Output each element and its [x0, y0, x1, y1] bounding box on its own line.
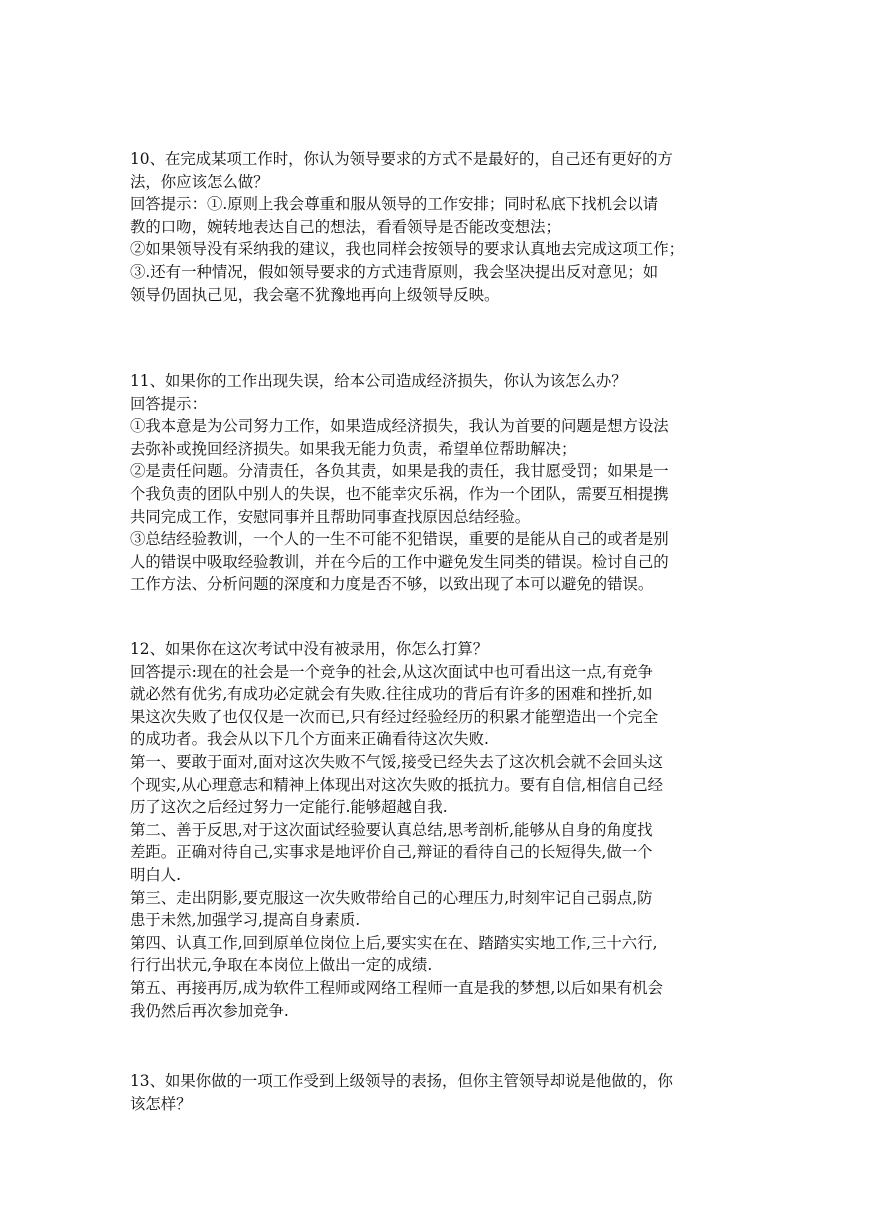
q12-line-12: 第三、走出阴影,要克服这一次失败带给自己的心理压力,时刻牢记自己弱点,防 [130, 888, 653, 907]
q11-line-4: 去弥补或挽回经济损失。如果我无能力负责，希望单位帮助解决； [130, 439, 577, 458]
q11-line-2: 回答提示： [130, 394, 207, 413]
q12-line-7: 个现实,从心理意志和精神上体现出对这次失败的抵抗力。要有自信,相信自己经 [130, 775, 664, 794]
q11-line-8: ③总结经验教训，一个人的一生不可能不犯错误，重要的是能从自己的或者是别 [130, 530, 669, 549]
q12-line-15: 行行出状元,争取在本岗位上做出一定的成绩. [130, 956, 433, 975]
q12-line-13: 患于未然,加强学习,提高自身素质. [130, 911, 361, 930]
q12-line-5: 的成功者。我会从以下几个方面来正确看待这次失败. [130, 730, 489, 749]
q12-line-1: 12、如果你在这次考试中没有被录用，你怎么打算？ [130, 640, 489, 658]
question-12-section [130, 638, 663, 1022]
q11-line-9: 人的错误中吸取经验教训，并在今后的工作中避免发生同类的错误。检讨自己的 [130, 552, 669, 571]
question-11-section [130, 370, 669, 596]
q12-line-17: 我仍然后再次参加竞争. [130, 1001, 289, 1020]
q10-line-1: 10、在完成某项工作时，你认为领导要求的方式不是最好的，自己还有更好的方 [130, 150, 673, 168]
q10-line-5: ②如果领导没有采纳我的建议，我也同样会按领导的要求认真地去完成这项工作； [130, 240, 685, 259]
q10-line-2: 法，你应该怎么做？ [130, 172, 269, 191]
q10-line-4: 教的口吻，婉转地表达自己的想法，看看领导是否能改变想法； [130, 217, 561, 236]
q12-line-3: 就必然有优劣,有成功必定就会有失败.往往成功的背后有许多的困难和挫折,如 [130, 685, 653, 704]
q10-line-6: ③.还有一种情况，假如领导要求的方式违背原则，我会坚决提出反对意见；如 [130, 262, 659, 281]
q11-line-3: ①我本意是为公司努力工作，如果造成经济损失，我认为首要的问题是想方设法 [130, 417, 669, 436]
q12-line-6: 第一、要敢于面对,面对这次失败不气馁,接受已经失去了这次机会就不会回头这 [130, 752, 664, 771]
q10-line-3: 回答提示：①.原则上我会尊重和服从领导的工作安排；同时私底下找机会以请 [130, 195, 659, 214]
q13-line-2: 该怎样？ [130, 1094, 192, 1113]
q11-line-1: 11、如果你的工作出现失误，给本公司造成经济损失，你认为该怎么办？ [130, 372, 627, 390]
q12-line-11: 明白人. [130, 865, 182, 884]
q12-line-14: 第四、认真工作,回到原单位岗位上后,要实实在在、踏踏实实地工作,三十六行, [130, 933, 658, 952]
q11-line-10: 工作方法、分析问题的深度和力度是否不够，以致出现了本可以避免的错误。 [130, 575, 654, 594]
q12-line-9: 第二、善于反思,对于这次面试经验要认真总结,思考剖析,能够从自身的角度找 [130, 820, 653, 839]
q12-line-16: 第五、再接再厉,成为软件工程师或网络工程师一直是我的梦想,以后如果有机会 [130, 978, 664, 997]
q11-line-5: ②是责任问题。分清责任，各负其责，如果是我的责任，我甘愿受罚；如果是一 [130, 462, 669, 481]
q11-line-6: 个我负责的团队中别人的失误，也不能幸灾乐祸，作为一个团队，需要互相提携 [130, 484, 669, 503]
q12-line-8: 历了这次之后经过努力一定能行.能够超越自我. [130, 798, 448, 817]
q12-line-2: 回答提示:现在的社会是一个竞争的社会,从这次面试中也可看出这一点,有竞争 [130, 662, 653, 681]
q11-line-7: 共同完成工作，安慰同事并且帮助同事查找原因总结经验。 [130, 507, 531, 526]
q12-line-4: 果这次失败了也仅仅是一次而已,只有经过经验经历的积累才能塑造出一个完全 [130, 707, 659, 726]
question-10-section [130, 148, 684, 306]
q12-line-10: 差距。正确对待自己,实事求是地评价自己,辩证的看待自己的长短得失,做一个 [130, 843, 653, 862]
q10-line-7: 领导仍固执己见，我会毫不犹豫地再向上级领导反映。 [130, 285, 500, 304]
question-13-section [130, 1070, 673, 1115]
q13-line-1: 13、如果你做的一项工作受到上级领导的表扬，但你主管领导却说是他做的，你 [130, 1072, 673, 1090]
